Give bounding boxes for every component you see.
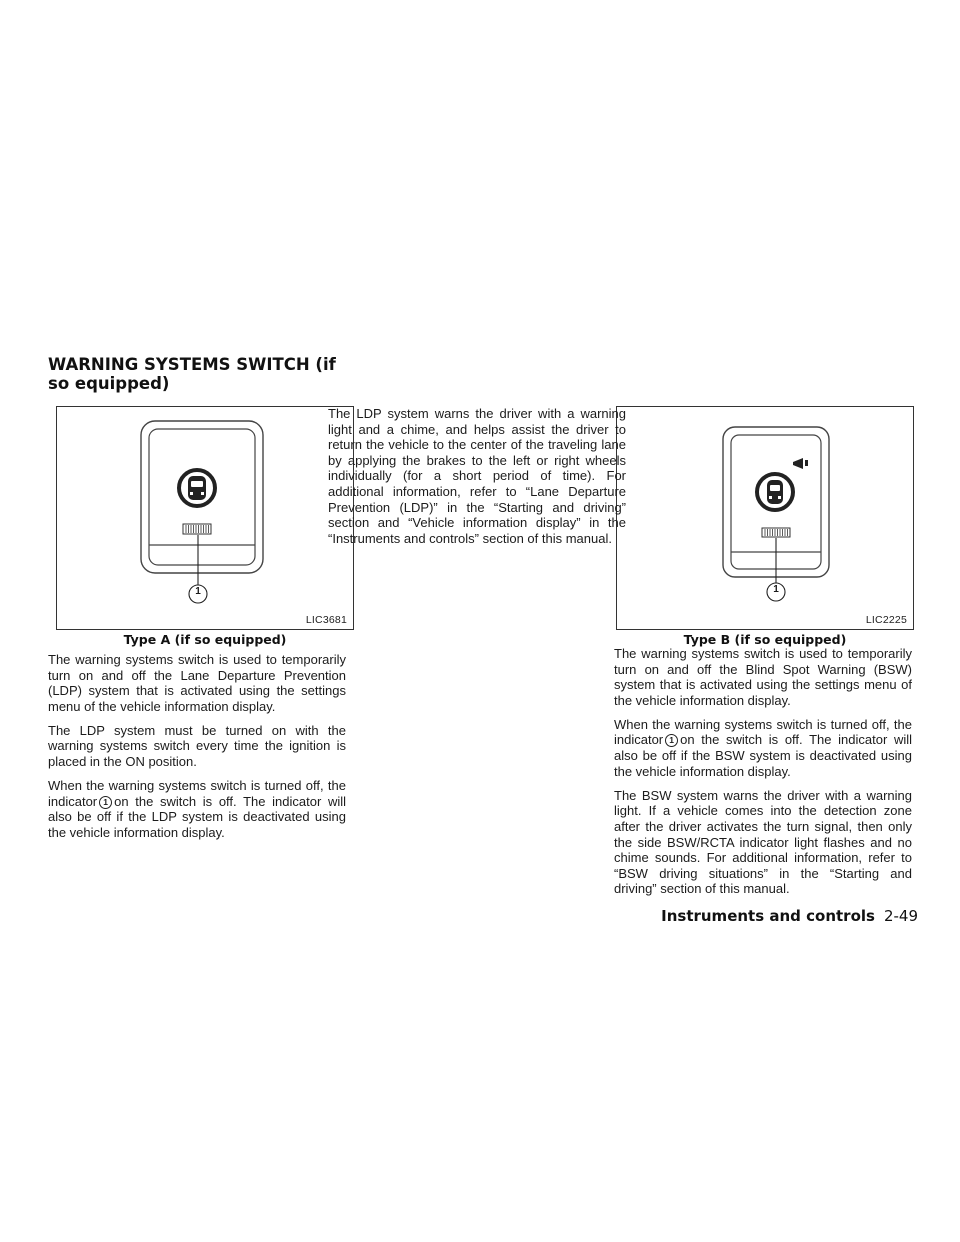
chapter-name: Instruments and controls	[661, 907, 875, 925]
paragraph	[48, 778, 346, 840]
callout-1: 1	[99, 796, 112, 809]
text-segment: When the warning systems switch is turned off, the indicator	[614, 716, 912, 748]
callout-1: 1	[195, 586, 201, 597]
paragraph: The warning systems switch is used to temporarily turn on and off the Lane Departure Prevention (LDP) system that is activated using the settings menu of the vehicle information display.	[48, 652, 346, 714]
page-number: 2-49	[883, 907, 918, 925]
figure-type-a	[56, 406, 354, 630]
column-3-text	[614, 646, 912, 905]
paragraph	[614, 717, 912, 779]
switch-type-a-illustration	[57, 407, 353, 629]
paragraph: The LDP system warns the driver with a warning light and a chime, and helps assist the driver to return the vehicle to the center of the traveling lane by applying the brakes to the left or right wheels individually (for a short period of time). For additional information, refer to “Lane Departure Prevention (LDP)” in the “Starting and driving” section and “Vehicle information display” in the “Instruments and controls” section of this manual.	[328, 406, 626, 546]
page-footer	[661, 907, 918, 925]
switch-type-b-illustration	[617, 407, 913, 629]
indicator-light-icon	[183, 524, 211, 534]
callout-1: 1	[773, 584, 779, 595]
figure-code: LIC2225	[865, 614, 907, 626]
text-segment: When the warning systems switch is turned off, the indicator	[48, 778, 346, 809]
column-1-text	[48, 652, 346, 849]
figure-code: LIC3681	[305, 614, 347, 626]
column-2-text	[328, 406, 626, 555]
paragraph: The LDP system must be turned on with the warning systems switch every time the ignition is placed in the ON position.	[48, 722, 346, 770]
section-title: WARNING SYSTEMS SWITCH (if so equipped)	[48, 355, 336, 393]
paragraph: The BSW system warns the driver with a warning light. If a vehicle comes into the detection zone after the driver activates the turn signal, then only the side BSW/RCTA indicator light flashes and no chime sounds. For additional information, refer to “BSW driving situations” in the “Starting and driving” section of this manual.	[614, 787, 912, 897]
figure-caption: Type A (if so equipped)	[123, 632, 287, 647]
figure-type-b	[616, 406, 914, 630]
indicator-light-icon	[762, 528, 790, 537]
text-segment: on the switch is off. The indicator will also be off if the BSW system is deactivated using the vehicle information display.	[614, 732, 912, 779]
paragraph: The warning systems switch is used to temporarily turn on and off the Blind Spot Warning (BSW) system that is activated using the settings menu of the vehicle information display.	[614, 646, 912, 708]
lane-departure-icon	[179, 470, 215, 506]
figure-caption: Type B (if so equipped)	[683, 632, 847, 647]
callout-1: 1	[665, 734, 678, 747]
text-segment: on the switch is off. The indicator will also be off if the LDP system is deactivated using the vehicle information display.	[48, 793, 346, 840]
blind-spot-warning-icon	[757, 458, 808, 510]
